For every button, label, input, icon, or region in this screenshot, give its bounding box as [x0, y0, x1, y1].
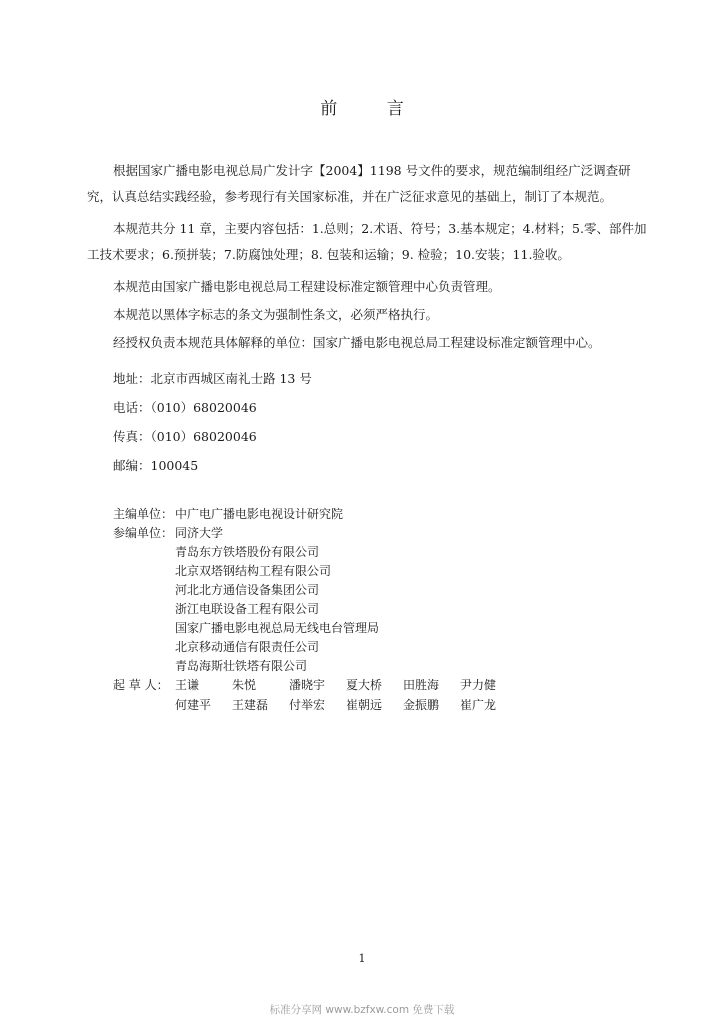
- paragraph-text: 本规范由国家广播电影电视总局工程建设标准定额管理中心负责管理。: [113, 279, 501, 294]
- address-line: 地址：北京市西城区南礼士路 13 号: [113, 371, 312, 386]
- participating-org: 青岛东方铁塔股份有限公司: [175, 545, 320, 559]
- participating-org: 浙江电联设备工程有限公司: [175, 602, 320, 616]
- drafter-name: 王建磊: [232, 698, 269, 712]
- phone-line: 电话：（010）68020046: [113, 400, 257, 415]
- watermark: 标准分享网 www.bzfxw.com 免费下载: [269, 1004, 455, 1016]
- chief-editor-label: 主编单位：: [113, 507, 174, 521]
- drafter-name: 田胜海: [403, 678, 440, 692]
- drafters-row-1: [175, 676, 517, 693]
- preface-paragraph-5: [87, 330, 653, 356]
- preface-paragraph-3: [87, 274, 653, 300]
- paragraph-text: 经授权负责本规范具体解释的单位：国家广播电影电视总局工程建设标准定额管理中心。: [113, 335, 601, 350]
- participating-org: 北京移动通信有限责任公司: [175, 640, 320, 654]
- participating-editor-row: [113, 524, 223, 541]
- drafter-name: 崔朝远: [346, 698, 383, 712]
- postcode-line: 邮编：100045: [113, 458, 199, 473]
- preface-paragraph-4: [87, 302, 653, 328]
- drafter-name: 王谦: [175, 678, 200, 692]
- participating-org: 青岛海斯壮铁塔有限公司: [175, 659, 308, 673]
- drafter-name: 朱悦: [232, 678, 257, 692]
- participating-org: 河北北方通信设备集团公司: [175, 583, 320, 597]
- drafter-name: 夏大桥: [346, 678, 383, 692]
- drafter-name: 崔广龙: [460, 698, 497, 712]
- page-title: 前 言: [320, 99, 426, 119]
- fax-line: 传真：（010）68020046: [113, 429, 257, 444]
- paragraph-text: 本规范共分 11 章，主要内容包括：1.总则；2.术语、符号；3.基本规定；4.材料；5.零、部件加工技术要求；6.预拼装；7.防腐蚀处理；8. 包装和运输；9. 检验；10.安装；11.验收。: [87, 221, 647, 262]
- participating-label: 参编单位：: [113, 526, 174, 540]
- participating-org: 同济大学: [175, 526, 224, 540]
- drafter-name: 金振鹏: [403, 698, 440, 712]
- chief-editor-org: 中广电广播电影电视设计研究院: [175, 507, 344, 521]
- drafter-name: 付举宏: [289, 698, 326, 712]
- drafter-name: 尹力健: [460, 678, 497, 692]
- preface-paragraph-2: [87, 216, 653, 268]
- participating-org: 国家广播电影电视总局无线电台管理局: [175, 621, 380, 635]
- drafters-label: 起 草 人：: [113, 678, 169, 692]
- drafters-row-2: [175, 696, 517, 713]
- drafter-name: 何建平: [175, 698, 212, 712]
- chief-editor-row: [113, 505, 343, 522]
- paragraph-text: 根据国家广播电影电视总局广发计字【2004】1198 号文件的要求，规范编制组经广泛调查研究，认真总结实践经验，参考现行有关国家标准，并在广泛征求意见的基础上，制订了本规范。: [87, 163, 631, 204]
- paragraph-text: 本规范以黑体字标志的条文为强制性条文，必须严格执行。: [113, 307, 439, 322]
- drafter-name: 潘晓宇: [289, 678, 326, 692]
- page-number: 1: [358, 952, 366, 965]
- participating-org: 北京双塔钢结构工程有限公司: [175, 564, 332, 578]
- preface-paragraph-1: [87, 158, 653, 210]
